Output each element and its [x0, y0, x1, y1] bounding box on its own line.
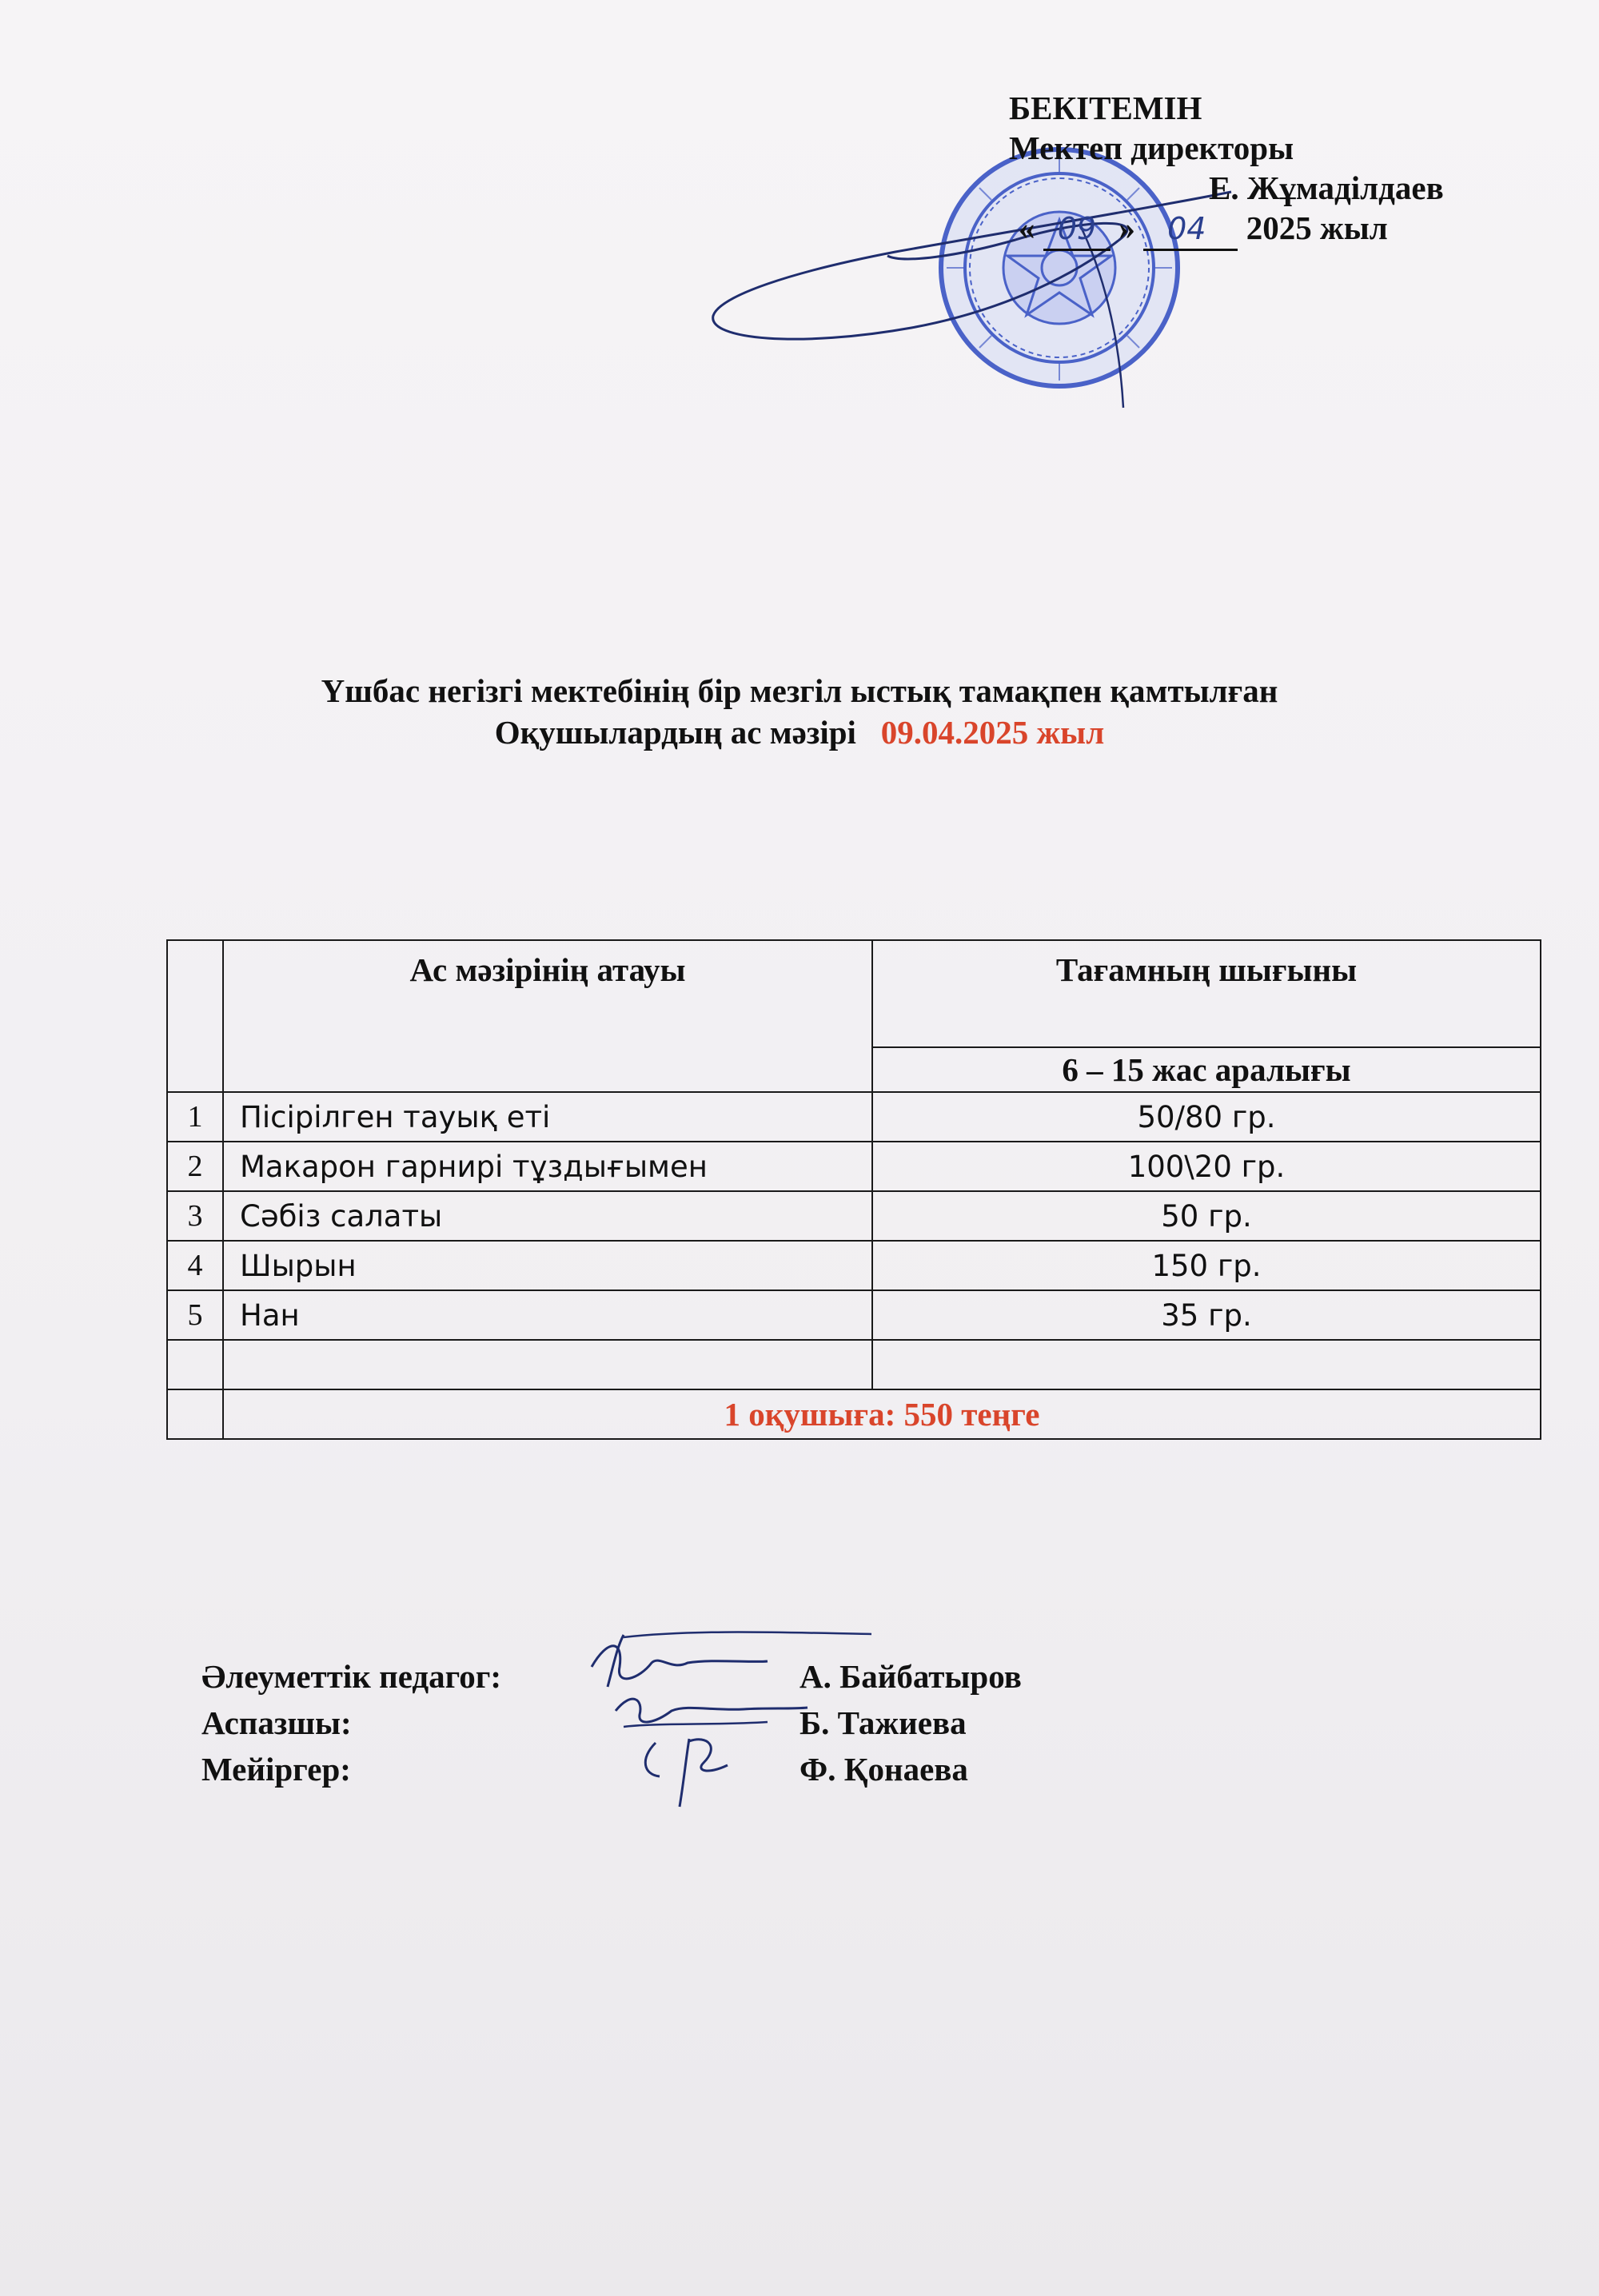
dish-name: Сәбіз салаты — [223, 1191, 872, 1241]
empty-cell — [167, 1389, 223, 1439]
signature-role: Әлеуметтік педагог: — [201, 1658, 501, 1695]
document-title — [160, 670, 1439, 753]
title-line-1: Үшбас негізгі мектебінің бір мезгіл ыстық тамақпен қамтылған — [321, 672, 1278, 709]
row-number: 3 — [167, 1191, 223, 1241]
date-day: 09 — [1043, 209, 1111, 251]
row-number: 2 — [167, 1142, 223, 1191]
dish-amount: 50/80 гр. — [872, 1092, 1541, 1142]
title-line-2 — [160, 712, 1439, 753]
date-open-quote: « — [1019, 209, 1035, 246]
date-close-quote: » — [1119, 209, 1135, 246]
dish-amount: 100\20 гр. — [872, 1142, 1541, 1191]
row-number: 5 — [167, 1290, 223, 1340]
row-number: 4 — [167, 1241, 223, 1290]
approval-position: Мектеп директоры — [1009, 130, 1294, 166]
dish-name: Макарон гарнирі тұздығымен — [223, 1142, 872, 1191]
menu-table — [166, 939, 1541, 1440]
age-group: 6 – 15 жас аралығы — [872, 1047, 1541, 1092]
table-row — [167, 1142, 1541, 1191]
dish-amount: 150 гр. — [872, 1241, 1541, 1290]
date-year: 2025 жыл — [1246, 209, 1388, 246]
empty-cell — [872, 1340, 1541, 1389]
dish-name: Шырын — [223, 1241, 872, 1290]
header-dish-name: Ас мәзірінің атауы — [223, 940, 872, 1092]
title-menu-label: Оқушылардың ас мәзірі — [494, 714, 856, 751]
empty-cell — [223, 1340, 872, 1389]
signature-role: Мейіргер: — [201, 1751, 351, 1788]
table-row — [167, 1241, 1541, 1290]
signature-name: А. Байбатыров — [800, 1658, 1022, 1695]
table-row — [167, 1290, 1541, 1340]
social-pedagog-signature — [576, 1631, 879, 1695]
date-month: 04 — [1143, 209, 1238, 251]
director-name: Е. Жұмаділдаев — [1209, 169, 1444, 206]
approval-date — [1019, 208, 1569, 251]
total-row — [167, 1389, 1541, 1439]
header-row — [167, 940, 1541, 1047]
dish-name: Нан — [223, 1290, 872, 1340]
table-row — [167, 1092, 1541, 1142]
dish-name: Пісірілген тауық еті — [223, 1092, 872, 1142]
signature-name: Ф. Қонаева — [800, 1751, 968, 1788]
approval-block — [1009, 88, 1569, 251]
title-date: 09.04.2025 жыл — [880, 714, 1105, 751]
header-num-cell — [167, 940, 223, 1092]
signature-name: Б. Тажиева — [800, 1704, 967, 1741]
row-number: 1 — [167, 1092, 223, 1142]
dish-amount: 50 гр. — [872, 1191, 1541, 1241]
dish-amount: 35 гр. — [872, 1290, 1541, 1340]
approval-heading: БЕКІТЕМІН — [1009, 90, 1202, 126]
table-row — [167, 1191, 1541, 1241]
nurse-signature — [632, 1727, 752, 1815]
empty-cell — [167, 1340, 223, 1389]
empty-row — [167, 1340, 1541, 1389]
total-price: 1 оқушыға: 550 теңге — [223, 1389, 1541, 1439]
signature-role: Аспазшы: — [201, 1704, 352, 1741]
header-amount: Тағамның шығыны — [872, 940, 1541, 1047]
